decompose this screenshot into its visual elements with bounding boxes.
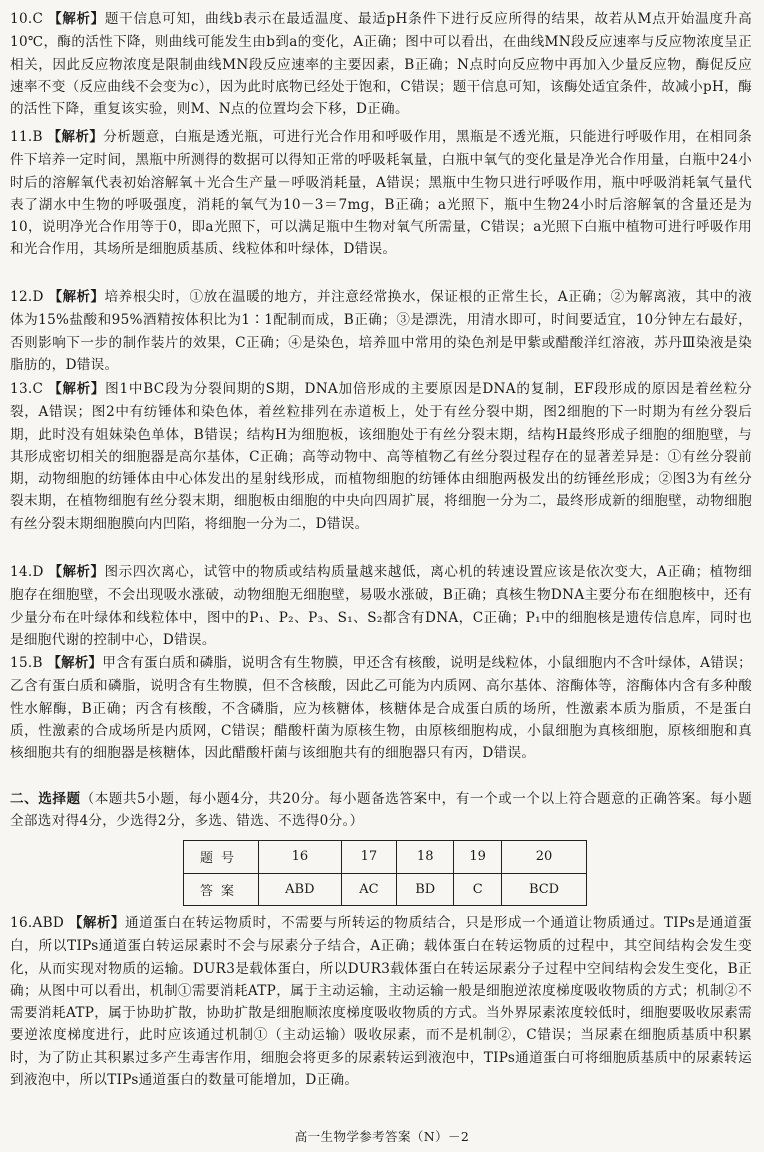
item-number: 16.ABD (10, 915, 65, 931)
answer-item-12 (10, 286, 752, 376)
table-cell: 19 (454, 841, 502, 874)
table-cell: 18 (397, 841, 454, 874)
analysis-tag: 【解析】 (48, 12, 105, 27)
item-text: 培养根尖时，①放在温暖的地方，并注意经常换水，保证根的正常生长，A正确；②为解离液，其中的液体为15%盐酸和95%酒精按体积比为1∶1配制而成，B正确；③是漂洗，用清水即可，时间要适宜，10分钟左右最好，否则影响下一步的制作装片的效果，C正确；④是染色，培养皿中常用的染色剂是甲紫或醋酸洋红溶液，苏丹Ⅲ染液是染脂肪的，D错误。 (10, 289, 753, 373)
table-cell: BCD (502, 873, 587, 906)
item-text: 图1中BC段为分裂间期的S期，DNA加倍形成的主要原因是DNA的复制，EF段形成的原因是着丝粒分裂，A错误；图2中有纺锤体和染色体，着丝粒排列在赤道板上，处于有丝分裂中期，图2细胞的下一时期为有丝分裂后期，此时没有姐妹染色单体，B错误；结构H为细胞板，该细胞处于有丝分裂末期，结构H最终形成子细胞的细胞壁，与其形成密切相关的细胞器是高尔基体，C正确；高等动物中、高等植物乙有丝分裂过程存在的显著差异是：①有丝分裂前期，动物细胞的纺锤体由中心体发出的星射线形成，而植物细胞的纺锤体由细胞两极发出的纺锤丝形成；②图3为有丝分裂末期，在植物细胞有丝分裂末期，细胞板由细胞的中央向四周扩展，将细胞一分为二，最终形成新的细胞壁，动物细胞有丝分裂末期细胞膜向内凹陷，将细胞一分为二，D错误。 (10, 381, 752, 532)
item-number: 15.B (10, 655, 43, 671)
item-number: 12.D (10, 289, 44, 305)
analysis-tag: 【解析】 (47, 130, 104, 145)
analysis-tag: 【解析】 (48, 565, 105, 580)
answer-item-10 (10, 8, 752, 120)
item-text: 图示四次离心，试管中的物质或结构质量越来越低，离心机的转速设置应该是依次变大，A正确；植物细胞存在细胞壁，不会出现吸水涨破，动物细胞无细胞壁，易吸水涨破，B正确；真核生物DNA主要分布在细胞核中，还有少量分布在叶绿体和线粒体中，图中的P₁、P₂、P₃、S₁、S₂都含有DNA，C正确；P₁中的细胞核是遗传信息库，同时也是细胞代谢的控制中心，D错误。 (10, 564, 753, 648)
table-cell: 16 (259, 841, 342, 874)
answer-item-11 (10, 126, 752, 261)
section-title: 二、选择题 (10, 791, 81, 807)
analysis-tag: 【解析】 (47, 656, 103, 671)
item-number: 10.C (10, 11, 44, 27)
item-text: 分析题意，白瓶是透光瓶，可进行光合作用和呼吸作用，黑瓶是不透光瓶，只能进行呼吸作用，在相同条件下培养一定时间，黑瓶中所测得的数据可以得知正常的呼吸耗氧量，白瓶中氧气的变化量是净光合作用量，白瓶中24小时后的溶解氧代表初始溶解氧＋光合生产量－呼吸消耗量，A错误；黑瓶中生物只进行呼吸作用，瓶中呼吸消耗氧气量代表了湖水中生物的呼吸强度，消耗的氧气为10－3＝7mg，B正确；a光照下，瓶中生物24小时后溶解氧的含量还是为10，说明净光合作用等于0，即a光照下，可以满足瓶中生物对氧气所需量，C错误；a光照下白瓶中植物可进行呼吸作用和光合作用，其场所是细胞质基质、线粒体和叶绿体，D错误。 (10, 129, 753, 258)
answer-item-13 (10, 378, 752, 535)
table-cell: C (454, 873, 502, 906)
row-label-answer: 答案 (184, 873, 259, 906)
table-cell: ABD (259, 873, 342, 906)
analysis-tag: 【解析】 (48, 382, 106, 397)
table-cell: BD (397, 873, 454, 906)
page-footer: 高一生物学参考答案（N）－2 (294, 1129, 470, 1144)
section-instructions: （本题共5小题，每小题4分，共20分。每小题备选答案中，有一个或一个以上符合题意的正确答案。每小题全部选对得4分，少选得2分，多选、错选、不选得0分。） (10, 791, 752, 830)
table-cell: 17 (341, 841, 396, 874)
item-number: 14.D (10, 564, 44, 580)
item-number: 13.C (10, 381, 44, 397)
answer-item-14 (10, 561, 752, 651)
item-number: 11.B (10, 129, 43, 145)
answer-item-15 (10, 652, 752, 764)
analysis-tag: 【解析】 (48, 290, 105, 305)
table-row (184, 841, 587, 874)
section-2-heading (10, 788, 752, 833)
analysis-tag: 【解析】 (69, 916, 125, 931)
item-text: 题干信息可知，曲线b表示在最适温度、最适pH条件下进行反应所得的结果，故若从M点开始温度升高10℃，酶的活性下降，则曲线可能发生由b到a的变化，A正确；图中可以看出，在曲线MN段反应速率与反应物浓度呈正相关，因此反应物浓度是限制曲线MN段反应速率的主要因素，B正确；N点时向反应物中再加入少量反应物，酶促反应速率不变（反应曲线不会变为c），因为此时底物已经处于饱和，C错误；题干信息可知，该酶处适宜条件，故减小pH，酶的活性下降，重复该实验，则M、N点的位置均会下移，D正确。 (10, 11, 752, 118)
answer-item-16 (10, 912, 752, 1091)
table-cell: AC (341, 873, 396, 906)
answer-table (183, 840, 587, 906)
table-cell: 20 (502, 841, 587, 874)
row-label-number: 题号 (184, 841, 259, 874)
item-text: 通道蛋白在转运物质时，不需要与所转运的物质结合，只是形成一个通道让物质通过。TIPs是通道蛋白，所以TIPs通道蛋白转运尿素时不会与尿素分子结合，A正确；载体蛋白在转运物质的过程中，其空间结构会发生变化，从而实现对物质的运输。DUR3是载体蛋白，所以DUR3载体蛋白在转运尿素分子过程中空间结构会发生变化，B正确；从图中可以看出，机制①需要消耗ATP，属于主动运输，主动运输一般是细胞逆浓度梯度吸收物质的方式；机制②不需要消耗ATP，属于协助扩散，协助扩散是细胞顺浓度梯度吸收物质的方式。当外界尿素浓度较低时，细胞要吸收尿素需要逆浓度梯度进行，此时应该通过机制①（主动运输）吸收尿素，而不是机制②，C错误；当尿素在细胞质基质中积累时，为了防止其积累过多产生毒害作用，细胞会将更多的尿素转运到液泡中，TIPs通道蛋白可将细胞质基质中的尿素转运到液泡中，所以TIPs通道蛋白的数量可能增加，D正确。 (10, 915, 753, 1089)
table-row (184, 873, 587, 906)
item-text: 甲含有蛋白质和磷脂，说明含有生物膜，甲还含有核酸，说明是线粒体，小鼠细胞内不含叶绿体，A错误；乙含有蛋白质和磷脂，说明含有生物膜，但不含核酸，因此乙可能为内质网、高尔基体、溶酶体等，溶酶体内含有多种酸性水解酶，B正确；丙含有核酸，不含磷脂，应为核糖体，核糖体是合成蛋白质的场所，性激素本质为脂质，不是蛋白质，性激素的合成场所是内质网，C错误；醋酸杆菌为原核生物，由原核细胞构成，小鼠细胞为真核细胞，原核细胞和真核细胞共有的细胞器是核糖体，因此醋酸杆菌与该细胞共有的细胞器只有丙，D错误。 (10, 655, 752, 762)
